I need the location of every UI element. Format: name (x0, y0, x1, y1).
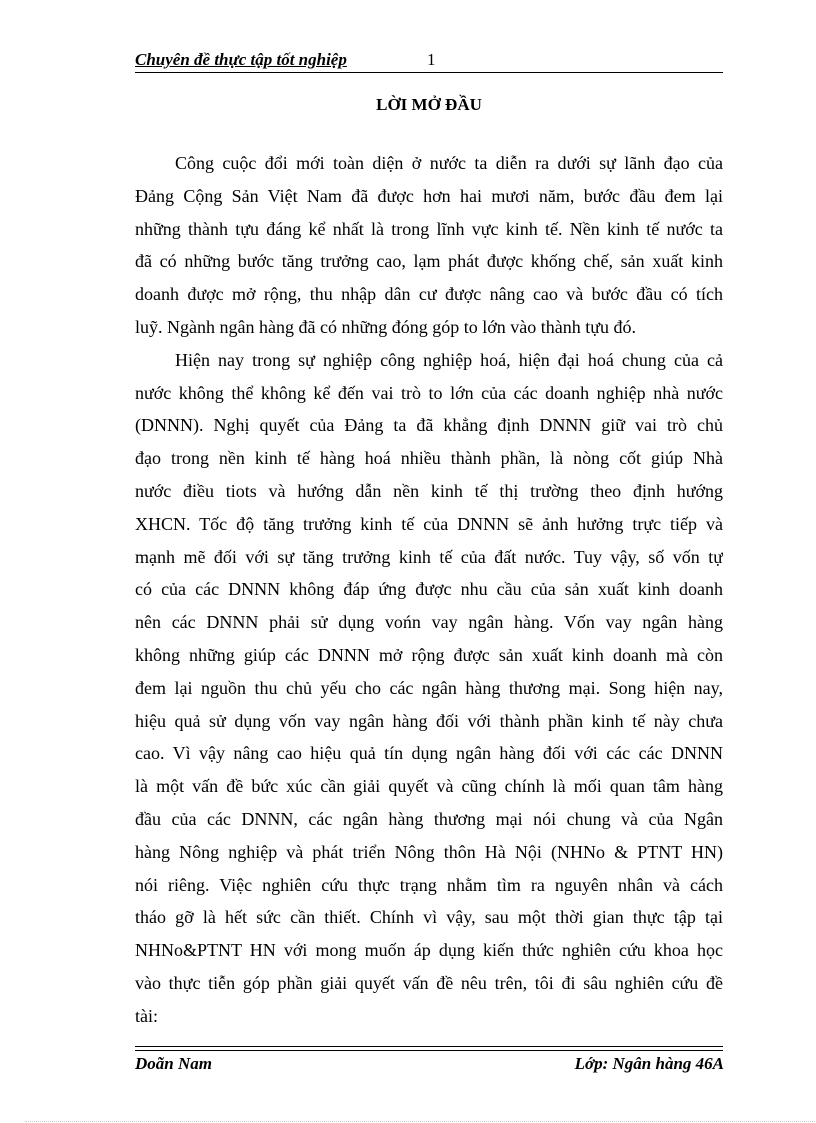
text-line: nước không thể không kể đến vai trò to lớn của các doanh nghiệp nhà nước (135, 382, 723, 403)
text-line: nước điều tiots và hướng dẫn nền kinh tế thị trường theo định hướng (135, 480, 723, 501)
text-line: hiệu quả sử dụng vốn vay ngân hàng đối với thành phần kinh tế này chưa (135, 710, 723, 731)
text-line: Hiện nay trong sự nghiệp công nghiệp hoá, hiện đại hoá chung của cả (175, 349, 723, 370)
text-line: hàng Nông nghiệp và phát triển Nông thôn Hà Nội (NHNo & PTNT HN) (135, 841, 723, 862)
text-line: đem lại nguồn thu chủ yếu cho các ngân hàng thương mại. Song hiện nay, (135, 677, 723, 698)
text-line: tài: (135, 1005, 158, 1026)
footer-author: Doãn Nam (135, 1054, 212, 1073)
text-line: mạnh mẽ đối với sự tăng trưởng kinh tế của đất nước. Tuy vậy, số vốn tự (135, 546, 723, 567)
text-line: Đảng Cộng Sản Việt Nam đã được hơn hai mươi năm, bước đầu đem lại (135, 185, 723, 206)
text-line: NHNo&PTNT HN với mong muốn áp dụng kiến thức nghiên cứu khoa học (135, 940, 723, 961)
text-line: những thành tựu đáng kể nhất là trong lĩnh vực kinh tế. Nền kinh tế nước ta (135, 218, 723, 239)
page-header (135, 48, 723, 73)
text-line: đạo trong nền kinh tế hàng hoá nhiều thành phần, là nòng cốt giúp Nhà (135, 448, 723, 469)
text-line: đã có những bước tăng trưởng cao, lạm phát được khống chế, sản xuất kinh (135, 251, 723, 272)
text-line: cao. Vì vậy nâng cao hiệu quả tín dụng ngân hàng đối với các các DNNN (135, 743, 723, 764)
text-line: XHCN. Tốc độ tăng trưởng kinh tế của DNNN sẽ ảnh hưởng trực tiếp và (135, 513, 723, 534)
text-line: đầu của các DNNN, các ngân hàng thương mại nói chung và của Ngân (135, 808, 723, 829)
text-line: doanh được mở rộng, thu nhập dân cư được nâng cao và bước đầu có tích (135, 284, 723, 305)
text-line: Công cuộc đổi mới toàn diện ở nước ta diễn ra dưới sự lãnh đạo của (175, 153, 723, 173)
document-title: LỜI MỞ ĐẦU (376, 95, 482, 114)
document-body (135, 147, 723, 1033)
text-line: nói riêng. Việc nghiên cứu thực trạng nhằm tìm ra nguyên nhân và cách (135, 874, 723, 895)
text-line: là một vấn đề bức xúc cần giải quyết và cũng chính là mối quan tâm hàng (135, 776, 723, 797)
header-title: Chuyên đề thực tập tốt nghiệp (135, 50, 347, 69)
footer-divider (135, 1046, 723, 1051)
text-line: (DNNN). Nghị quyết của Đảng ta đã khẳng định DNNN giữ vai trò chủ (135, 415, 723, 436)
text-line: nên các DNNN phải sử dụng vońn vay ngân hàng. Vốn vay ngân hàng (135, 612, 723, 633)
page-number: 1 (427, 50, 436, 69)
text-line: vào thực tiễn góp phần giải quyết vấn đề nêu trên, tôi đi sâu nghiên cứu đề (135, 972, 723, 993)
text-line: luỹ. Ngành ngân hàng đã có những đóng góp to lớn vào thành tựu đó. (135, 316, 636, 337)
text-line: không những giúp các DNNN mở rộng được sản xuất kinh doanh mà còn (135, 644, 723, 665)
footer-class: Lớp: Ngân hàng 46A (574, 1054, 724, 1073)
text-line: tháo gỡ là hết sức cần thiết. Chính vì vậy, sau một thời gian thực tập tại (135, 907, 723, 928)
page-bottom-edge (25, 1121, 815, 1122)
text-line: có của các DNNN không đáp ứng được nhu cầu của sản xuất kinh doanh (135, 579, 723, 600)
